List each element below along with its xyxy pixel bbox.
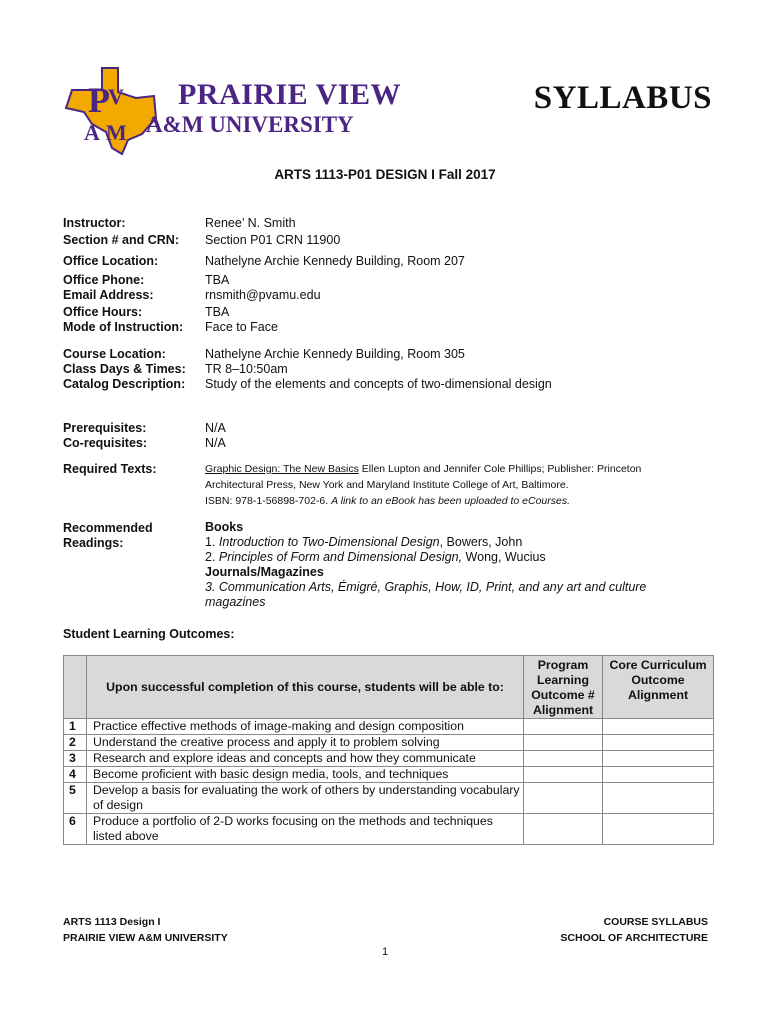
footer-doc-type: COURSE SYLLABUS	[603, 916, 708, 928]
journals-list: 3. Communication Arts, Émigré, Graphis, How, ID, Print, and any art and culture magazines	[205, 580, 647, 609]
table-row	[64, 783, 714, 814]
slo-col-number	[64, 656, 87, 719]
class-days-label: Class Days & Times:	[63, 362, 186, 376]
slo-col-core-alignment: Core Curriculum Outcome Alignment	[603, 656, 714, 719]
course-location-label: Course Location:	[63, 347, 166, 361]
slo-num: 1	[64, 719, 87, 735]
class-days-value: TR 8–10:50am	[205, 362, 288, 376]
slo-text: Become proficient with basic design media, tools, and techniques	[87, 767, 524, 783]
page-number: 1	[381, 946, 389, 958]
footer-left	[63, 914, 228, 946]
office-hours-label: Office Hours:	[63, 305, 143, 319]
books-heading: Books	[205, 520, 244, 534]
corequisites-value: N/A	[205, 436, 226, 450]
svg-text:P: P	[88, 80, 110, 120]
slo-core-cell	[603, 735, 714, 751]
slo-core-cell	[603, 767, 714, 783]
required-text-title: Graphic Design: The New Basics	[205, 463, 359, 475]
office-hours-value: TBA	[205, 305, 230, 319]
corequisites-label: Co-requisites:	[63, 436, 148, 450]
section-value: Section P01 CRN 11900	[205, 233, 341, 247]
slo-plo-cell	[524, 735, 603, 751]
slo-num: 5	[64, 783, 87, 814]
logo-line-prairie-view: PRAIRIE VIEW	[178, 78, 401, 111]
email-label: Email Address:	[63, 288, 154, 302]
slo-num: 6	[64, 814, 87, 845]
svg-text:V: V	[108, 84, 124, 109]
catalog-value: Study of the elements and concepts of two-dimensional design	[205, 377, 552, 391]
instructor-value: Renee’ N. Smith	[205, 216, 296, 230]
slo-text: Research and explore ideas and concepts and how they communicate	[87, 751, 524, 767]
journals-heading: Journals/Magazines	[205, 565, 324, 579]
office-phone-label: Office Phone:	[63, 273, 145, 287]
recommended-label-line2: Readings:	[63, 536, 124, 550]
mode-label: Mode of Instruction:	[63, 320, 184, 334]
recommended-label-line1: Recommended	[63, 521, 153, 535]
instructor-label: Instructor:	[63, 216, 126, 230]
slo-plo-cell	[524, 767, 603, 783]
footer-course: ARTS 1113 Design I	[63, 916, 161, 928]
section-label: Section # and CRN:	[63, 233, 179, 247]
slo-col-outcome: Upon successful completion of this course, students will be able to:	[87, 656, 524, 719]
course-location-value: Nathelyne Archie Kennedy Building, Room 305	[205, 347, 465, 361]
recommended-readings-list	[205, 520, 685, 610]
footer-school: SCHOOL OF ARCHITECTURE	[560, 932, 708, 944]
table-row	[64, 814, 714, 845]
slo-text: Practice effective methods of image-making and design composition	[87, 719, 524, 735]
slo-plo-cell	[524, 814, 603, 845]
slo-heading: Student Learning Outcomes:	[63, 627, 235, 641]
slo-table-header	[64, 656, 714, 719]
document-type-title: SYLLABUS	[533, 80, 712, 116]
office-phone-value: TBA	[205, 273, 230, 287]
slo-text: Understand the creative process and apply it to problem solving	[87, 735, 524, 751]
slo-plo-cell	[524, 783, 603, 814]
slo-text: Develop a basis for evaluating the work of others by understanding vocabulary of design	[87, 783, 524, 814]
prerequisites-label: Prerequisites:	[63, 421, 147, 435]
office-location-label: Office Location:	[63, 254, 159, 268]
slo-core-cell	[603, 783, 714, 814]
table-row	[64, 767, 714, 783]
required-text-ebook-note: A link to an eBook has been uploaded to eCourses.	[331, 495, 571, 507]
table-row	[64, 751, 714, 767]
university-logo	[62, 62, 401, 156]
course-title: ARTS 1113-P01 DESIGN I Fall 2017	[274, 167, 496, 182]
footer-right	[560, 914, 708, 946]
slo-plo-cell	[524, 751, 603, 767]
required-texts-value	[205, 461, 705, 509]
table-row	[64, 719, 714, 735]
required-texts-label: Required Texts:	[63, 462, 157, 476]
slo-text: Produce a portfolio of 2-D works focusing on the methods and techniques listed above	[87, 814, 524, 845]
footer-university: PRAIRIE VIEW A&M UNIVERSITY	[63, 932, 228, 944]
pvamu-texas-logo-icon	[62, 62, 162, 156]
catalog-label: Catalog Description:	[63, 377, 186, 391]
logo-line-am-university: A&M UNIVERSITY	[146, 112, 354, 137]
mode-value: Face to Face	[205, 320, 278, 334]
office-location-value: Nathelyne Archie Kennedy Building, Room 207	[205, 254, 465, 268]
slo-table	[63, 655, 714, 845]
slo-num: 2	[64, 735, 87, 751]
slo-num: 3	[64, 751, 87, 767]
slo-core-cell	[603, 814, 714, 845]
svg-text:A: A	[84, 120, 100, 145]
slo-core-cell	[603, 719, 714, 735]
slo-num: 4	[64, 767, 87, 783]
required-text-isbn: ISBN: 978-1-56898-702-6.	[205, 495, 332, 507]
table-row	[64, 735, 714, 751]
slo-core-cell	[603, 751, 714, 767]
required-text-publisher: Architectural Press, New York and Maryland Institute College of Art, Baltimore.	[205, 479, 569, 491]
slo-plo-cell	[524, 719, 603, 735]
book-item-1: 1. Introduction to Two-Dimensional Design, Bowers, John	[205, 535, 523, 549]
book-item-2: 2. Principles of Form and Dimensional Design, Wong, Wucius	[205, 550, 546, 564]
svg-text:M: M	[106, 120, 127, 145]
required-text-authors: Ellen Lupton and Jennifer Cole Phillips; Publisher: Princeton	[358, 463, 642, 475]
email-value: rnsmith@pvamu.edu	[205, 288, 321, 302]
slo-col-program-alignment: Program Learning Outcome # Alignment	[524, 656, 603, 719]
prerequisites-value: N/A	[205, 421, 226, 435]
